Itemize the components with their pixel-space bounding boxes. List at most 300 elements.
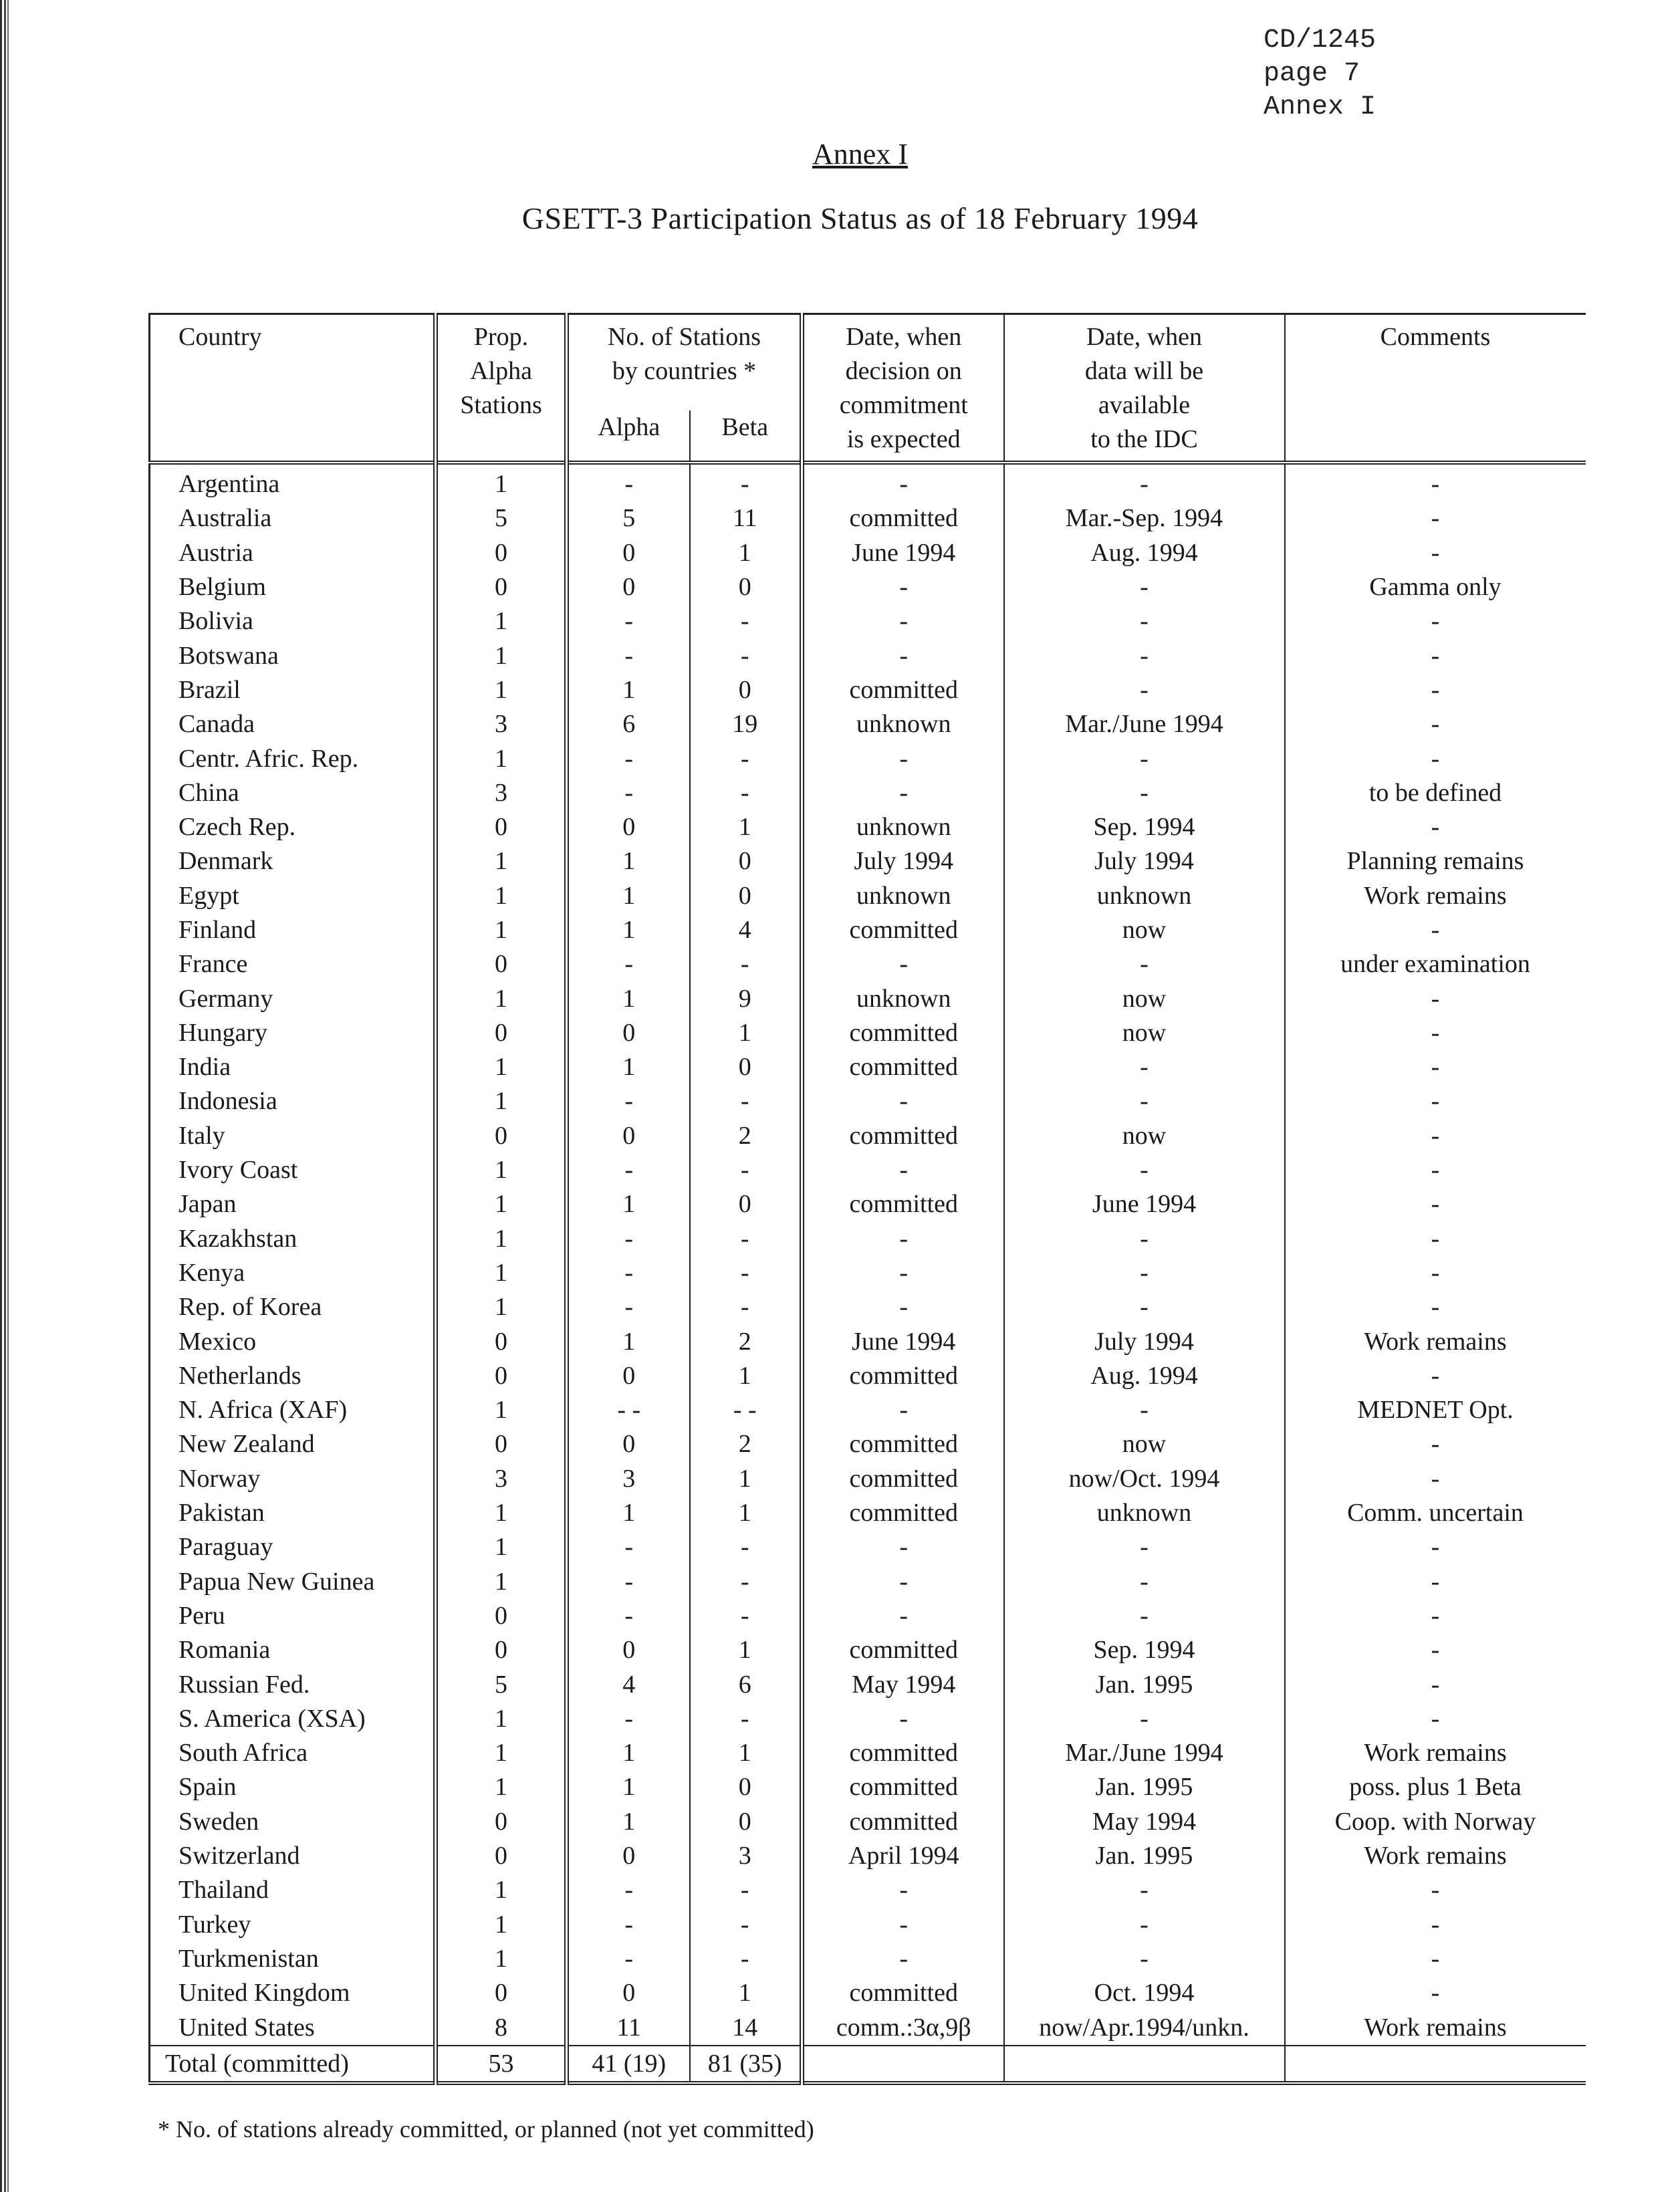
cell-prop-alpha: 1 xyxy=(436,463,567,501)
table-row xyxy=(150,1530,1586,1564)
cell-data-available: Oct. 1994 xyxy=(1004,1976,1285,2010)
cell-alpha: 1 xyxy=(567,913,690,947)
cell-beta: 14 xyxy=(690,2010,802,2045)
cell-prop-alpha: 3 xyxy=(436,1462,567,1496)
table-row xyxy=(150,1976,1586,2010)
cell-decision: - xyxy=(802,1565,1004,1599)
cell-beta: - xyxy=(690,1084,802,1118)
cell-prop-alpha: 1 xyxy=(436,1050,567,1084)
cell-alpha: 1 xyxy=(567,1050,690,1084)
cell-alpha: - xyxy=(567,1256,690,1290)
cell-data-available: June 1994 xyxy=(1004,1187,1285,1221)
cell-alpha: 6 xyxy=(567,707,690,741)
page-number: page 7 xyxy=(1264,59,1360,89)
cell-beta: 1 xyxy=(690,1016,802,1050)
cell-decision: committed xyxy=(802,1359,1004,1393)
cell-decision: April 1994 xyxy=(802,1839,1004,1873)
cell-decision: June 1994 xyxy=(802,536,1004,570)
cell-decision: unknown xyxy=(802,981,1004,1015)
cell-data-available: July 1994 xyxy=(1004,844,1285,878)
cell-decision: committed xyxy=(802,1805,1004,1839)
cell-prop-alpha: 1 xyxy=(436,1222,567,1256)
cell-data-available: Aug. 1994 xyxy=(1004,536,1285,570)
cell-decision: committed xyxy=(802,1050,1004,1084)
table-row xyxy=(150,536,1586,570)
cell-comments: - xyxy=(1285,1359,1586,1393)
cell-alpha: 11 xyxy=(567,2010,690,2045)
cell-decision: - xyxy=(802,604,1004,638)
header-alpha: Alpha xyxy=(567,410,690,463)
cell-beta: - xyxy=(690,1530,802,1564)
cell-comments: - xyxy=(1285,604,1586,638)
cell-comments: - xyxy=(1285,1050,1586,1084)
cell-data-available: unknown xyxy=(1004,879,1285,913)
cell-prop-alpha: 1 xyxy=(436,741,567,775)
cell-prop-alpha: 0 xyxy=(436,1839,567,1873)
cell-decision: committed xyxy=(802,501,1004,535)
cell-decision: - xyxy=(802,1290,1004,1324)
cell-country: United States xyxy=(150,2010,436,2045)
table-row xyxy=(150,981,1586,1015)
cell-beta: - xyxy=(690,1290,802,1324)
table-row xyxy=(150,1427,1586,1461)
table-row xyxy=(150,1222,1586,1256)
cell-decision: - xyxy=(802,1256,1004,1290)
cell-prop-alpha: 1 xyxy=(436,604,567,638)
header-beta: Beta xyxy=(690,410,802,463)
cell-prop-alpha: 0 xyxy=(436,1324,567,1358)
cell-beta: 4 xyxy=(690,913,802,947)
cell-comments: - xyxy=(1285,463,1586,501)
cell-decision: - xyxy=(802,463,1004,501)
cell-country: Switzerland xyxy=(150,1839,436,1873)
cell-comments: Gamma only xyxy=(1285,570,1586,604)
cell-country: Botswana xyxy=(150,638,436,673)
cell-alpha: 1 xyxy=(567,1496,690,1530)
cell-beta: - xyxy=(690,741,802,775)
table-row xyxy=(150,1153,1586,1187)
cell-country: Centr. Afric. Rep. xyxy=(150,741,436,775)
cell-data-available: now/Oct. 1994 xyxy=(1004,1462,1285,1496)
total-comments xyxy=(1285,2046,1586,2083)
table-row xyxy=(150,1873,1586,1907)
cell-alpha: - xyxy=(567,1084,690,1118)
cell-data-available: now xyxy=(1004,981,1285,1015)
cell-alpha: 1 xyxy=(567,981,690,1015)
cell-alpha: 1 xyxy=(567,1187,690,1221)
cell-data-available: Jan. 1995 xyxy=(1004,1770,1285,1804)
cell-comments: - xyxy=(1285,707,1586,741)
cell-data-available: unknown xyxy=(1004,1496,1285,1530)
cell-alpha: - xyxy=(567,1530,690,1564)
cell-data-available: - xyxy=(1004,1050,1285,1084)
table-row xyxy=(150,1256,1586,1290)
cell-comments: - xyxy=(1285,1667,1586,1701)
cell-prop-alpha: 1 xyxy=(436,638,567,673)
cell-alpha: - xyxy=(567,1599,690,1633)
cell-beta: - xyxy=(690,1873,802,1907)
cell-country: Mexico xyxy=(150,1324,436,1358)
cell-prop-alpha: 1 xyxy=(436,1736,567,1770)
cell-alpha: 0 xyxy=(567,1119,690,1153)
total-data xyxy=(1004,2046,1285,2083)
cell-prop-alpha: 3 xyxy=(436,776,567,810)
cell-beta: 0 xyxy=(690,844,802,878)
cell-alpha: - xyxy=(567,947,690,981)
cell-country: Papua New Guinea xyxy=(150,1565,436,1599)
table-row xyxy=(150,1324,1586,1358)
cell-country: Finland xyxy=(150,913,436,947)
table-row xyxy=(150,1736,1586,1770)
total-prop: 53 xyxy=(436,2046,567,2083)
cell-country: Kenya xyxy=(150,1256,436,1290)
cell-country: Sweden xyxy=(150,1805,436,1839)
table-body xyxy=(150,463,1586,2046)
cell-data-available: Aug. 1994 xyxy=(1004,1359,1285,1393)
cell-alpha: 0 xyxy=(567,570,690,604)
cell-data-available: Mar./June 1994 xyxy=(1004,707,1285,741)
cell-comments: - xyxy=(1285,981,1586,1015)
cell-alpha: 1 xyxy=(567,1770,690,1804)
cell-country: Russian Fed. xyxy=(150,1667,436,1701)
page-left-edge xyxy=(0,0,9,2192)
cell-alpha: - xyxy=(567,1290,690,1324)
cell-comments: under examination xyxy=(1285,947,1586,981)
cell-country: South Africa xyxy=(150,1736,436,1770)
cell-prop-alpha: 0 xyxy=(436,1427,567,1461)
cell-comments: - xyxy=(1285,1702,1586,1736)
table-row xyxy=(150,741,1586,775)
cell-prop-alpha: 1 xyxy=(436,1393,567,1427)
cell-country: Germany xyxy=(150,981,436,1015)
cell-decision: - xyxy=(802,1873,1004,1907)
cell-prop-alpha: 1 xyxy=(436,981,567,1015)
cell-country: Indonesia xyxy=(150,1084,436,1118)
cell-beta: 0 xyxy=(690,1050,802,1084)
cell-decision: - xyxy=(802,570,1004,604)
cell-country: Egypt xyxy=(150,879,436,913)
cell-alpha: 0 xyxy=(567,1976,690,2010)
cell-beta: - xyxy=(690,776,802,810)
cell-beta: 2 xyxy=(690,1427,802,1461)
cell-data-available: - xyxy=(1004,1153,1285,1187)
cell-alpha: 0 xyxy=(567,1839,690,1873)
cell-decision: unknown xyxy=(802,810,1004,844)
table-row xyxy=(150,1667,1586,1701)
cell-country: Brazil xyxy=(150,673,436,707)
cell-country: Australia xyxy=(150,501,436,535)
cell-beta: 1 xyxy=(690,1496,802,1530)
table-row xyxy=(150,1565,1586,1599)
cell-data-available: - xyxy=(1004,638,1285,673)
cell-prop-alpha: 1 xyxy=(436,1290,567,1324)
cell-beta: 6 xyxy=(690,1667,802,1701)
cell-alpha: 0 xyxy=(567,810,690,844)
cell-comments: Work remains xyxy=(1285,879,1586,913)
cell-decision: May 1994 xyxy=(802,1667,1004,1701)
cell-data-available: now xyxy=(1004,913,1285,947)
cell-country: India xyxy=(150,1050,436,1084)
cell-alpha: 0 xyxy=(567,1359,690,1393)
cell-prop-alpha: 0 xyxy=(436,1633,567,1667)
cell-alpha: 3 xyxy=(567,1462,690,1496)
cell-country: Canada xyxy=(150,707,436,741)
cell-data-available: - xyxy=(1004,1873,1285,1907)
cell-beta: 0 xyxy=(690,1187,802,1221)
cell-country: China xyxy=(150,776,436,810)
cell-alpha: - xyxy=(567,741,690,775)
cell-comments: Comm. uncertain xyxy=(1285,1496,1586,1530)
cell-prop-alpha: 0 xyxy=(436,1016,567,1050)
cell-prop-alpha: 1 xyxy=(436,1530,567,1564)
cell-decision: committed xyxy=(802,1119,1004,1153)
table-row xyxy=(150,707,1586,741)
header-comments: Comments xyxy=(1285,314,1586,463)
document-header xyxy=(1264,24,1376,124)
cell-prop-alpha: 1 xyxy=(436,1873,567,1907)
cell-decision: - xyxy=(802,638,1004,673)
cell-decision: - xyxy=(802,1084,1004,1118)
table-row xyxy=(150,1702,1586,1736)
cell-prop-alpha: 1 xyxy=(436,1256,567,1290)
cell-data-available: - xyxy=(1004,673,1285,707)
cell-comments: Coop. with Norway xyxy=(1285,1805,1586,1839)
cell-comments: - xyxy=(1285,1119,1586,1153)
cell-data-available: - xyxy=(1004,463,1285,501)
cell-decision: committed xyxy=(802,673,1004,707)
cell-data-available: - xyxy=(1004,1907,1285,1941)
cell-data-available: now xyxy=(1004,1427,1285,1461)
cell-data-available: Sep. 1994 xyxy=(1004,810,1285,844)
cell-comments: - xyxy=(1285,1256,1586,1290)
cell-data-available: Jan. 1995 xyxy=(1004,1839,1285,1873)
header-country: Country xyxy=(150,314,436,463)
cell-decision: committed xyxy=(802,1976,1004,2010)
cell-comments: - xyxy=(1285,1290,1586,1324)
cell-decision: June 1994 xyxy=(802,1324,1004,1358)
cell-prop-alpha: 3 xyxy=(436,707,567,741)
cell-prop-alpha: 0 xyxy=(436,1359,567,1393)
cell-comments: Work remains xyxy=(1285,1736,1586,1770)
table-row xyxy=(150,1050,1586,1084)
cell-beta: 3 xyxy=(690,1839,802,1873)
header-stations-group: No. of Stations by countries * xyxy=(567,314,802,411)
cell-data-available: July 1994 xyxy=(1004,1324,1285,1358)
table-row xyxy=(150,570,1586,604)
cell-decision: July 1994 xyxy=(802,844,1004,878)
cell-prop-alpha: 1 xyxy=(436,1942,567,1976)
cell-data-available: Sep. 1994 xyxy=(1004,1633,1285,1667)
table-row xyxy=(150,1359,1586,1393)
cell-beta: - xyxy=(690,604,802,638)
table-row xyxy=(150,1187,1586,1221)
cell-beta: 0 xyxy=(690,570,802,604)
header-data-available: Date, when data will be available to the IDC xyxy=(1004,314,1285,463)
cell-decision: unknown xyxy=(802,707,1004,741)
table-row xyxy=(150,501,1586,535)
table-row xyxy=(150,1084,1586,1118)
total-row xyxy=(150,2046,1586,2083)
cell-comments: - xyxy=(1285,1907,1586,1941)
table-row xyxy=(150,1942,1586,1976)
cell-prop-alpha: 0 xyxy=(436,1805,567,1839)
cell-decision: - xyxy=(802,741,1004,775)
cell-data-available: Mar.-Sep. 1994 xyxy=(1004,501,1285,535)
cell-alpha: - xyxy=(567,1942,690,1976)
cell-comments: - xyxy=(1285,1976,1586,2010)
cell-alpha: - xyxy=(567,1907,690,1941)
cell-alpha: - xyxy=(567,1222,690,1256)
table-row xyxy=(150,1016,1586,1050)
cell-country: Pakistan xyxy=(150,1496,436,1530)
cell-country: Netherlands xyxy=(150,1359,436,1393)
cell-alpha: 1 xyxy=(567,1805,690,1839)
participation-table xyxy=(148,313,1586,2085)
cell-data-available: - xyxy=(1004,604,1285,638)
cell-country: Italy xyxy=(150,1119,436,1153)
cell-alpha: - xyxy=(567,1565,690,1599)
table-row xyxy=(150,810,1586,844)
cell-alpha: - xyxy=(567,604,690,638)
cell-comments: - xyxy=(1285,1016,1586,1050)
cell-beta: - xyxy=(690,1565,802,1599)
cell-decision: committed xyxy=(802,913,1004,947)
cell-comments: poss. plus 1 Beta xyxy=(1285,1770,1586,1804)
cell-data-available: - xyxy=(1004,1565,1285,1599)
cell-data-available: - xyxy=(1004,1530,1285,1564)
cell-prop-alpha: 1 xyxy=(436,1702,567,1736)
participation-table-wrapper xyxy=(148,313,1584,2085)
total-beta: 81 (35) xyxy=(690,2046,802,2083)
cell-comments: - xyxy=(1285,673,1586,707)
cell-prop-alpha: 0 xyxy=(436,1119,567,1153)
cell-beta: - xyxy=(690,463,802,501)
total-decision xyxy=(802,2046,1004,2083)
cell-comments: - xyxy=(1285,1462,1586,1496)
cell-comments: - xyxy=(1285,1222,1586,1256)
cell-beta: - xyxy=(690,638,802,673)
cell-comments: - xyxy=(1285,536,1586,570)
cell-alpha: - - xyxy=(567,1393,690,1427)
cell-comments: - xyxy=(1285,1427,1586,1461)
cell-country: Ivory Coast xyxy=(150,1153,436,1187)
cell-decision: - xyxy=(802,776,1004,810)
table-row xyxy=(150,2010,1586,2045)
cell-country: Bolivia xyxy=(150,604,436,638)
table-row xyxy=(150,776,1586,810)
cell-prop-alpha: 0 xyxy=(436,570,567,604)
cell-beta: 19 xyxy=(690,707,802,741)
cell-comments: - xyxy=(1285,1633,1586,1667)
cell-decision: committed xyxy=(802,1770,1004,1804)
cell-prop-alpha: 0 xyxy=(436,810,567,844)
annex-ref: Annex I xyxy=(1264,92,1376,122)
cell-decision: committed xyxy=(802,1187,1004,1221)
cell-beta: 0 xyxy=(690,879,802,913)
cell-country: Romania xyxy=(150,1633,436,1667)
cell-prop-alpha: 0 xyxy=(436,947,567,981)
cell-data-available: - xyxy=(1004,1256,1285,1290)
cell-beta: 2 xyxy=(690,1119,802,1153)
cell-data-available: Mar./June 1994 xyxy=(1004,1736,1285,1770)
cell-country: France xyxy=(150,947,436,981)
cell-comments: - xyxy=(1285,1873,1586,1907)
cell-alpha: - xyxy=(567,1702,690,1736)
cell-country: Paraguay xyxy=(150,1530,436,1564)
cell-decision: committed xyxy=(802,1462,1004,1496)
cell-beta: 1 xyxy=(690,1633,802,1667)
cell-decision: unknown xyxy=(802,879,1004,913)
table-row xyxy=(150,1462,1586,1496)
cell-data-available: - xyxy=(1004,1290,1285,1324)
cell-decision: comm.:3α,9β xyxy=(802,2010,1004,2045)
cell-decision: - xyxy=(802,1599,1004,1633)
cell-comments: - xyxy=(1285,1599,1586,1633)
cell-prop-alpha: 1 xyxy=(436,844,567,878)
table-row xyxy=(150,1907,1586,1941)
table-row xyxy=(150,913,1586,947)
table-row xyxy=(150,604,1586,638)
table-row xyxy=(150,879,1586,913)
table-row xyxy=(150,1839,1586,1873)
cell-alpha: 0 xyxy=(567,536,690,570)
cell-comments: - xyxy=(1285,1530,1586,1564)
cell-decision: - xyxy=(802,1393,1004,1427)
cell-comments: Work remains xyxy=(1285,1324,1586,1358)
header-decision-date: Date, when decision on commitment is expected xyxy=(802,314,1004,463)
cell-prop-alpha: 1 xyxy=(436,1496,567,1530)
cell-beta: - xyxy=(690,1942,802,1976)
cell-comments: - xyxy=(1285,1153,1586,1187)
cell-beta: 9 xyxy=(690,981,802,1015)
cell-alpha: - xyxy=(567,463,690,501)
table-row xyxy=(150,1599,1586,1633)
cell-country: Czech Rep. xyxy=(150,810,436,844)
cell-comments: - xyxy=(1285,810,1586,844)
cell-country: Peru xyxy=(150,1599,436,1633)
cell-country: Rep. of Korea xyxy=(150,1290,436,1324)
cell-prop-alpha: 1 xyxy=(436,1907,567,1941)
cell-comments: Work remains xyxy=(1285,2010,1586,2045)
cell-prop-alpha: 1 xyxy=(436,673,567,707)
cell-alpha: 1 xyxy=(567,1324,690,1358)
table-row xyxy=(150,844,1586,878)
cell-comments: - xyxy=(1285,1084,1586,1118)
cell-data-available: - xyxy=(1004,1222,1285,1256)
cell-country: United Kingdom xyxy=(150,1976,436,2010)
table-row xyxy=(150,947,1586,981)
cell-beta: - - xyxy=(690,1393,802,1427)
table-row xyxy=(150,673,1586,707)
cell-data-available: - xyxy=(1004,741,1285,775)
cell-country: Austria xyxy=(150,536,436,570)
cell-decision: - xyxy=(802,1942,1004,1976)
cell-alpha: 1 xyxy=(567,673,690,707)
cell-country: S. America (XSA) xyxy=(150,1702,436,1736)
cell-comments: - xyxy=(1285,1942,1586,1976)
cell-beta: - xyxy=(690,1222,802,1256)
cell-alpha: 1 xyxy=(567,879,690,913)
cell-prop-alpha: 0 xyxy=(436,1599,567,1633)
cell-alpha: 5 xyxy=(567,501,690,535)
cell-beta: - xyxy=(690,1599,802,1633)
cell-alpha: 1 xyxy=(567,844,690,878)
cell-comments: - xyxy=(1285,913,1586,947)
cell-data-available: now xyxy=(1004,1016,1285,1050)
cell-data-available: now xyxy=(1004,1119,1285,1153)
cell-data-available: May 1994 xyxy=(1004,1805,1285,1839)
cell-prop-alpha: 1 xyxy=(436,879,567,913)
